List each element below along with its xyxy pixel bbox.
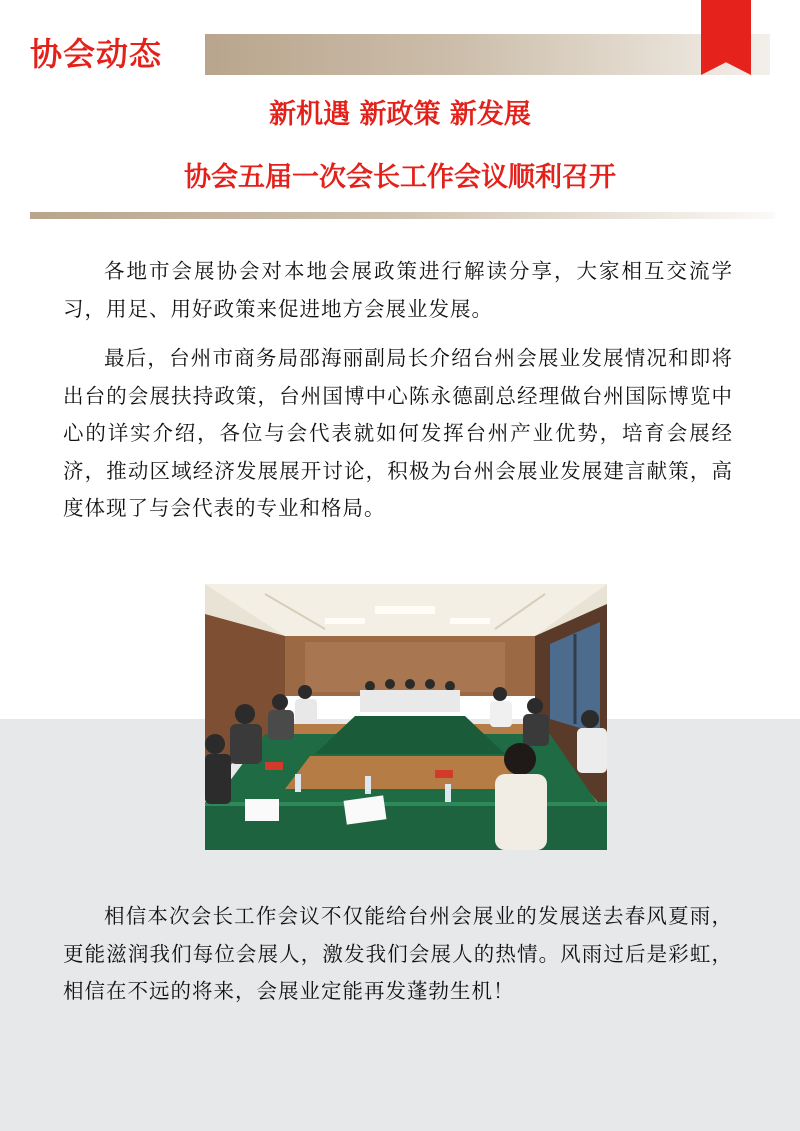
section-title: 协会动态 <box>30 35 163 73</box>
meeting-photo <box>205 584 607 850</box>
headline-line-1: 新机遇 新政策 新发展 <box>269 99 531 130</box>
body-paragraph-1: 各地市会展协会对本地会展政策进行解读分享，大家相互交流学习，用足、用好政策来促进地方会展业发展。 <box>63 259 733 321</box>
body-paragraph-2: 最后，台州市商务局邵海丽副局长介绍台州会展业发展情况和即将出台的会展扶持政策，台州国博中心陈永德副总经理做台州国际博览中心的详实介绍，各位与会代表就如何发挥台州产业优势，培育会展经济，推动区域经济发展展开讨论，积极为台州会展业发展建言献策，高度体现了与会代表的专业和格局。 <box>63 346 733 520</box>
headline-line-2: 协会五届一次会长工作会议顺利召开 <box>184 162 616 193</box>
header-gradient-bar <box>205 34 770 75</box>
headline-divider <box>30 212 775 219</box>
closing-paragraph: 相信本次会长工作会议不仅能给台州会展业的发展送去春风夏雨，更能滋润我们每位会展人，激发我们会展人的热情。风雨过后是彩虹，相信在不远的将来，会展业定能再发蓬勃生机！ <box>63 904 733 1003</box>
